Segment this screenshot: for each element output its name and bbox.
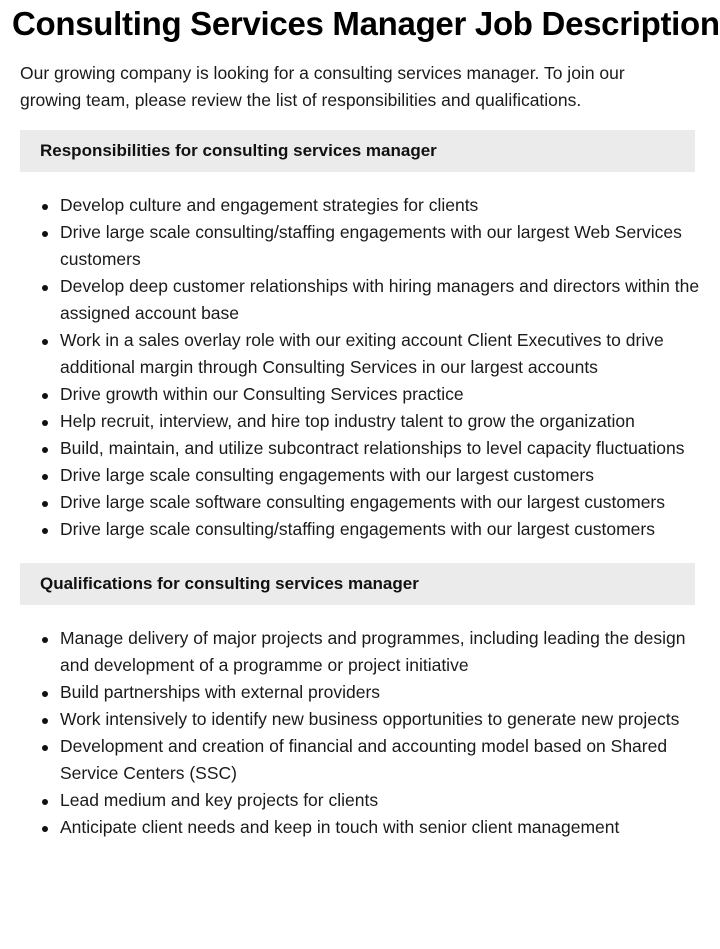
list-item: Develop deep customer relationships with hiring managers and directors within the assigned account base (60, 273, 700, 327)
page-title: Consulting Services Manager Job Description (12, 5, 720, 42)
list-item: Drive large scale consulting/staffing engagements with our largest Web Services customers (60, 219, 700, 273)
list-item: Work in a sales overlay role with our exiting account Client Executives to drive additional margin through Consulting Services in our largest accounts (60, 327, 700, 381)
list-item: Development and creation of financial and accounting model based on Shared Service Centers (SSC) (60, 733, 700, 787)
intro-paragraph: Our growing company is looking for a consulting services manager. To join our growing team, please review the list of responsibilities and qualifications. (20, 63, 625, 110)
list-item: Drive large scale software consulting engagements with our largest customers (60, 489, 700, 516)
list-item: Build partnerships with external providers (60, 679, 700, 706)
list-item: Help recruit, interview, and hire top industry talent to grow the organization (60, 408, 700, 435)
list-item: Manage delivery of major projects and programmes, including leading the design and development of a programme or project initiative (60, 625, 700, 679)
list-item: Develop culture and engagement strategies for clients (60, 192, 700, 219)
qualifications-list (20, 625, 695, 841)
list-item: Build, maintain, and utilize subcontract relationships to level capacity fluctuations (60, 435, 700, 462)
responsibilities-list (20, 192, 700, 543)
responsibilities-heading: Responsibilities for consulting services manager (20, 130, 695, 172)
list-item: Anticipate client needs and keep in touch with senior client management (60, 814, 700, 841)
list-item: Drive growth within our Consulting Services practice (60, 381, 700, 408)
list-item: Lead medium and key projects for clients (60, 787, 700, 814)
qualifications-heading: Qualifications for consulting services manager (20, 563, 695, 605)
list-item: Drive large scale consulting/staffing engagements with our largest customers (60, 516, 700, 543)
list-item: Work intensively to identify new business opportunities to generate new projects (60, 706, 700, 733)
list-item: Drive large scale consulting engagements with our largest customers (60, 462, 700, 489)
